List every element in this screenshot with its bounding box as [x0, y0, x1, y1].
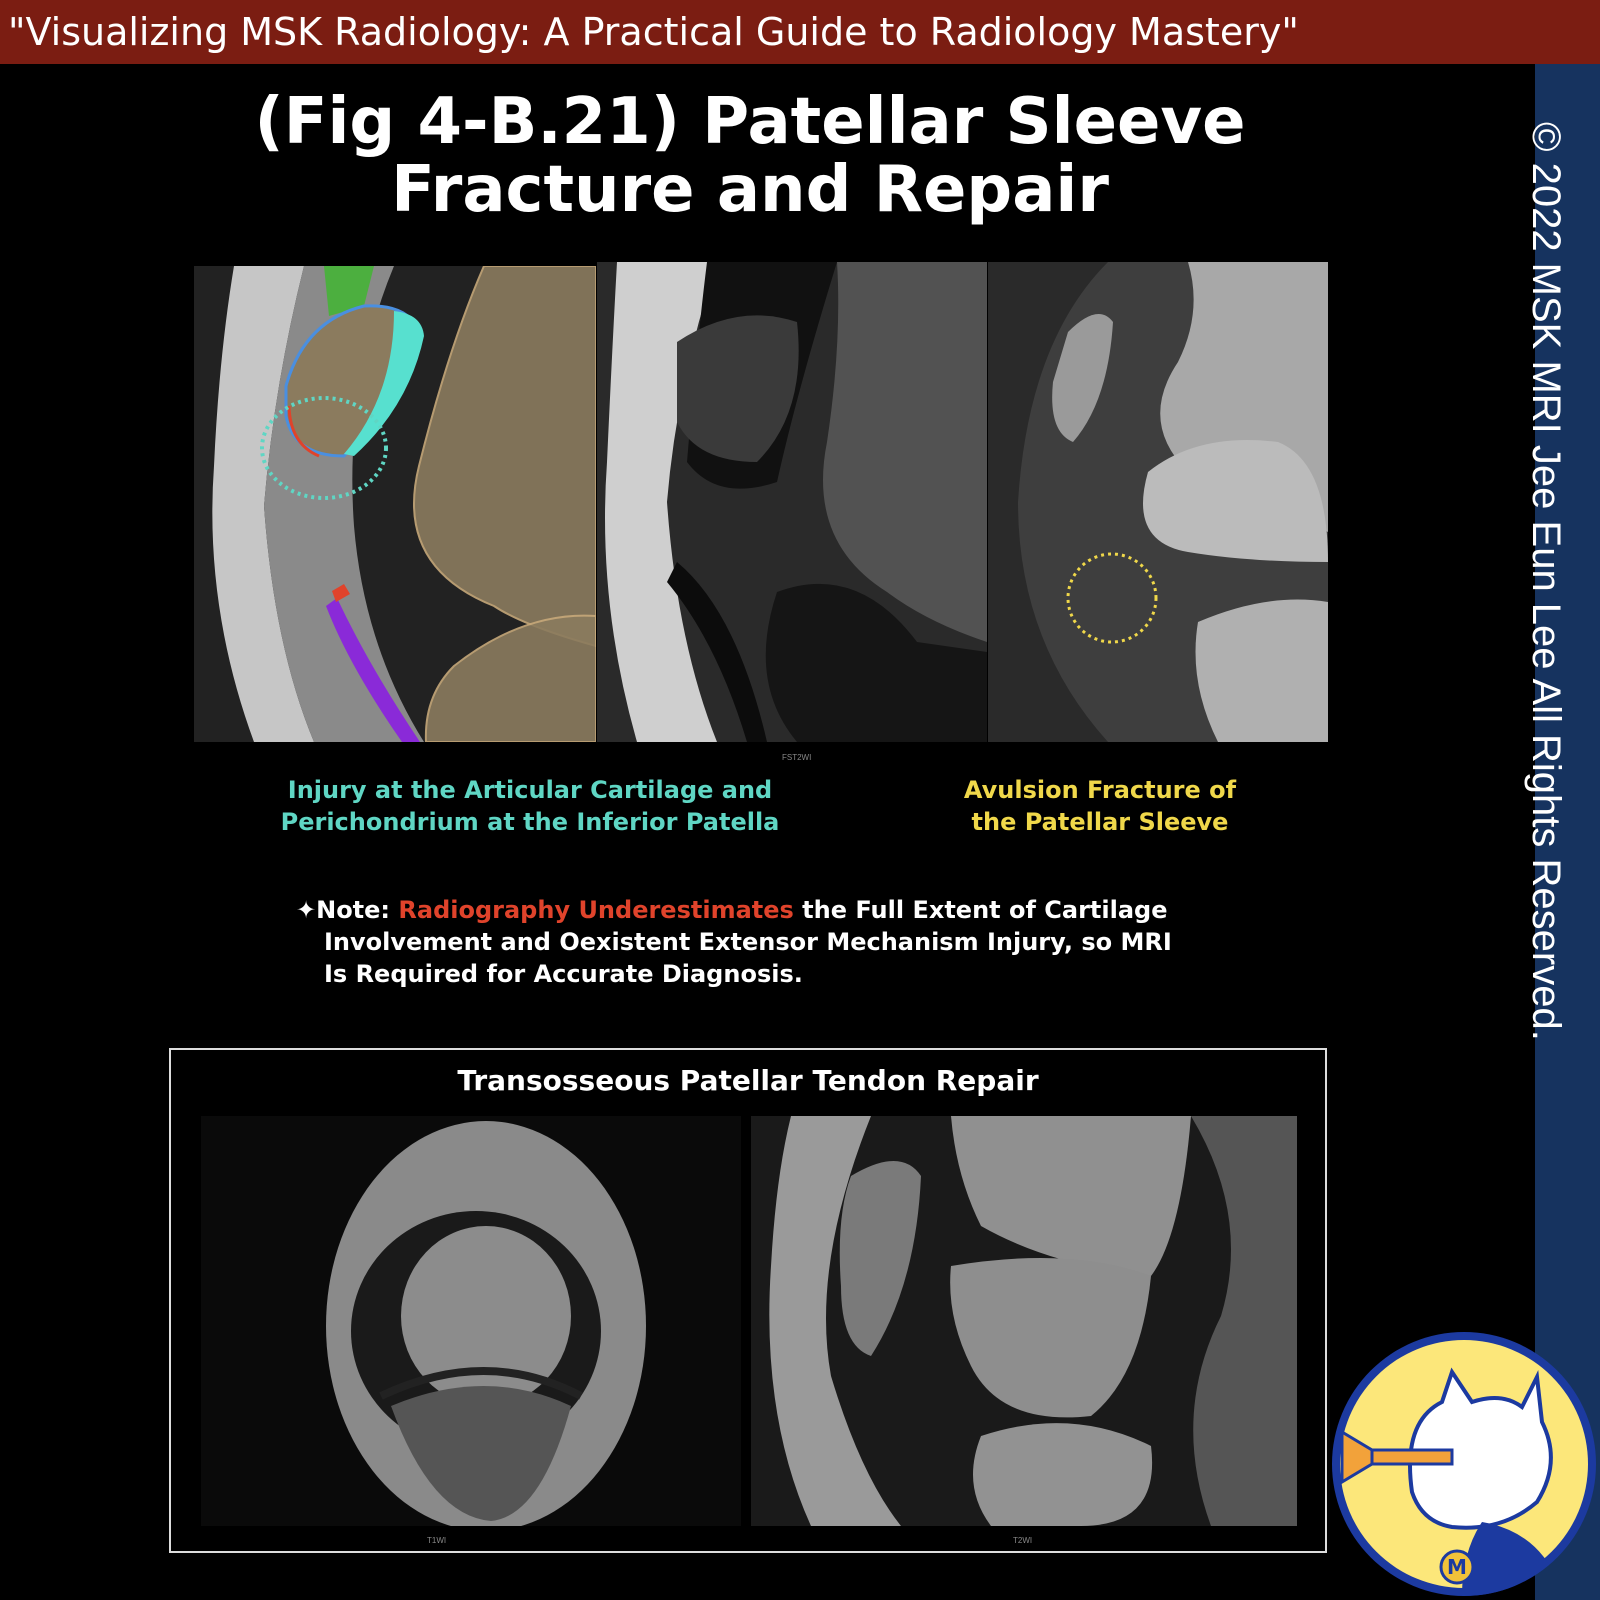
repair-box-title: Transosseous Patellar Tendon Repair — [457, 1064, 1039, 1097]
t2wi-sagittal-graphic — [751, 1116, 1297, 1526]
radiograph-image — [988, 262, 1328, 742]
annotated-mri-image — [194, 266, 596, 742]
radiograph-graphic — [988, 262, 1328, 742]
sequence-label-t1wi: T1WI — [427, 1536, 447, 1545]
caption-cartilage-injury — [260, 774, 800, 838]
copyright-text: © 2022 MSK MRI Jee Eun Lee All Rights Reserved. — [1524, 122, 1568, 1041]
header-banner — [0, 0, 1600, 64]
note-rest: the Full Extent of Cartilage — [793, 896, 1168, 924]
annotated-mri-graphic — [194, 266, 596, 742]
note-line3: Is Required for Accurate Diagnosis. — [324, 960, 803, 988]
caption-teal-line1: Injury at the Articular Cartilage and — [287, 776, 773, 804]
banner-title: "Visualizing MSK Radiology: A Practical Guide to Radiology Mastery" — [8, 10, 1299, 54]
note-highlight: Radiography Underestimates — [398, 896, 794, 924]
figure-title — [200, 85, 1300, 227]
logo-letter: M — [1447, 1555, 1467, 1579]
note-line2: Involvement and Oexistent Extensor Mechanism Injury, so MRI — [324, 928, 1172, 956]
logo-graphic — [1332, 1332, 1596, 1596]
caption-teal-line2: Perichondrium at the Inferior Patella — [280, 808, 780, 836]
figure-title-line1: (Fig 4-B.21) Patellar Sleeve — [254, 85, 1246, 159]
fst2wi-mri-image — [597, 262, 987, 742]
fst2wi-mri-graphic — [597, 262, 987, 742]
sequence-label-t2wi: T2WI — [1013, 1536, 1033, 1545]
caption-yellow-line1: Avulsion Fracture of — [963, 776, 1237, 804]
note-prefix: Note: — [316, 896, 399, 924]
t1wi-axial-image — [201, 1116, 741, 1526]
figure-title-line2: Fracture and Repair — [391, 153, 1109, 227]
t2wi-sagittal-image — [751, 1116, 1297, 1526]
t1wi-axial-graphic — [201, 1116, 741, 1526]
note-star-icon: ✦ — [296, 896, 317, 924]
sequence-label-fst2wi: FST2WI — [782, 753, 812, 762]
note-paragraph — [296, 894, 1226, 990]
cat-mascot-trumpet-icon — [1332, 1332, 1596, 1596]
repair-box — [169, 1048, 1327, 1553]
caption-yellow-line2: the Patellar Sleeve — [971, 808, 1229, 836]
caption-avulsion-fracture — [940, 774, 1260, 838]
